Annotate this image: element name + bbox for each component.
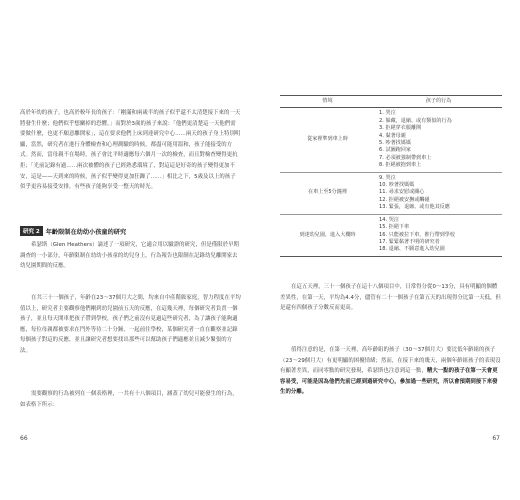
- situation-cell: 從家裡準到車上時: [280, 108, 375, 172]
- behavior-item: 5. 吵著找媽媽: [379, 140, 411, 147]
- behavior-item: 12. 拒絕被安撫或觸碰: [379, 196, 430, 203]
- behavior-item: 7. 必須被強制帶到車上: [379, 154, 432, 161]
- situation-cell: 在車上至5分鐘裡: [280, 172, 375, 214]
- behavior-item: 4. 黏著母親: [379, 132, 406, 139]
- behavior-table: [280, 95, 502, 257]
- behavior-item: 14. 哭泣: [379, 216, 399, 223]
- behavior-item: 17. 緊緊黏著不明的研究者: [379, 238, 440, 245]
- behavior-cell: [375, 108, 502, 172]
- behavior-item: 15. 拒絕下車: [379, 224, 410, 231]
- behavior-item: 3. 拒絕穿衣服離開: [379, 125, 422, 132]
- paragraph: 需要觀察的行為被列在一個表格裡，一共有十八個項目，涵蓋了幼兒可能發生的行為，如表格下所示：: [20, 391, 238, 408]
- paragraph: 在這五天裡，三十一個孩子在這十八個項目中，日常得分從0～13分，具有明顯的個體差異性，在第一天，平均為4.4分，儘管有二十一個孩子在第五天的出現得分比第一天低，但是還有四個孩子分數反而更高。: [280, 284, 501, 312]
- behavior-item: 9. 哭泣: [379, 174, 396, 181]
- behavior-cell: [375, 172, 502, 214]
- page-number: 67: [492, 435, 500, 442]
- page-number: 66: [20, 435, 28, 442]
- behavior-item: 6. 試圖跑回家: [379, 147, 411, 154]
- behavior-item: 2. 躲藏，退縮、或有類似的行為: [379, 117, 452, 124]
- table-header-behavior: 孩子的行為: [375, 96, 502, 108]
- right-page: [260, 0, 520, 500]
- section-heading-text: 年齡限制在幼幼小孩童的研究: [45, 228, 127, 236]
- behavior-cell: [375, 214, 502, 256]
- study-badge: 研究 2: [20, 226, 43, 236]
- behavior-item: 1. 哭泣: [379, 110, 396, 117]
- behavior-item: 13. 緊張，退縮、或有他其反應: [379, 204, 450, 211]
- paragraph: 高於年幼的孩子，也高於較年長的孩子：「剛滿和兩歲半的孩子似乎還不太清楚接下來的一天將發生什麼；他們似乎想關掉的恐懼。」而對於3歲的孩子來說：「他們更清楚這一天他們需要做什麼，也更不願意離開家」，這在要求他們上床到達研究中心……兩天的孩子身上特別明顯，當然，研究者在進行身體檢查和心理測驗的時候，都盡可能用溫和，孩子能接受的方式。然而，當母親不在場時，孩子會比平時適應每六個月一次的檢查，而且對檢查變得更抗拒；「光前記錄有過……兩次被體的孩子已經熟悉環境了，對這這是好奇的孩子變得更加不安，這是——天到來的時候，孩子似乎變得更加狂躁了……」相比之下，5歲及以上的孩子似乎更容易接受安排，有些孩子能夠享受一整天的時光。: [20, 110, 241, 191]
- behavior-item: 11. 尋求安慰或關心: [379, 189, 425, 196]
- emphasis-text: 精大一點的孩子在第一天會更容易受，可能是因為他們先前已經到過研究中心，參加過一些研究，所以會預期到接下來發生的分離。: [280, 368, 498, 396]
- behavior-item: 8. 拒絕被抱到車上: [379, 162, 422, 169]
- paragraph-text: 值得注意的是，在第一天裡，高年齡組的孩子（30～37個月大）要比低年齡組的孩子（23～29個月大）有更明顯的困擾情緒；然而，在接下來的幾天，兩個年齡組孩子的表現沒有顯著差異，而同零點的研究發現，希瑟斯也注意到這一點，: [280, 347, 501, 375]
- behavior-item: 10. 吵著找媽媽: [379, 182, 415, 189]
- situation-cell: 到達幼兒園，進入大樓時: [280, 214, 375, 256]
- table-row: [280, 214, 502, 256]
- paragraph: 希瑟斯（Glen Heathers）論述了一項研究，它適合用以驗證的研究，但是僅限於早期調查的一小部分，年齡限制在幼幼小孩童的幼兒身上，行為報告也限制在記錄幼兒離開家去幼兒園期間的反應。: [20, 242, 239, 270]
- behavior-item: 16. 只能被拉下車，推行帶到學校: [379, 231, 455, 238]
- behavior-item: 18. 退縮、不願意進入幼兒園: [379, 246, 445, 253]
- table-header-situation: 情境: [280, 96, 375, 108]
- paragraph: 在共三十一個孩子，年齡在23～37個月大之間，均來自中產階級家庭，智力程度在平均值以上，研究者主要觀察他們剛到幼兒園前五天的反應，在這幾天裡，每個研究者負責一個孩子，並且每天開車把孩子帶到學校，孩子們之前沒有見過這些研究者，為了讓孩子能夠適應，每位母親都被要求在門外等待二十分鐘，一起前往學校，某個研究者一直在觀察並記錄每個孩子對這的反應，並且讓研究者想要找出那些可以幫助孩子們適應並且減少緊張的方法。: [20, 295, 241, 354]
- table-row: [280, 172, 502, 214]
- paragraph: [280, 345, 502, 398]
- table-row: [280, 108, 502, 172]
- section-heading: [20, 226, 126, 236]
